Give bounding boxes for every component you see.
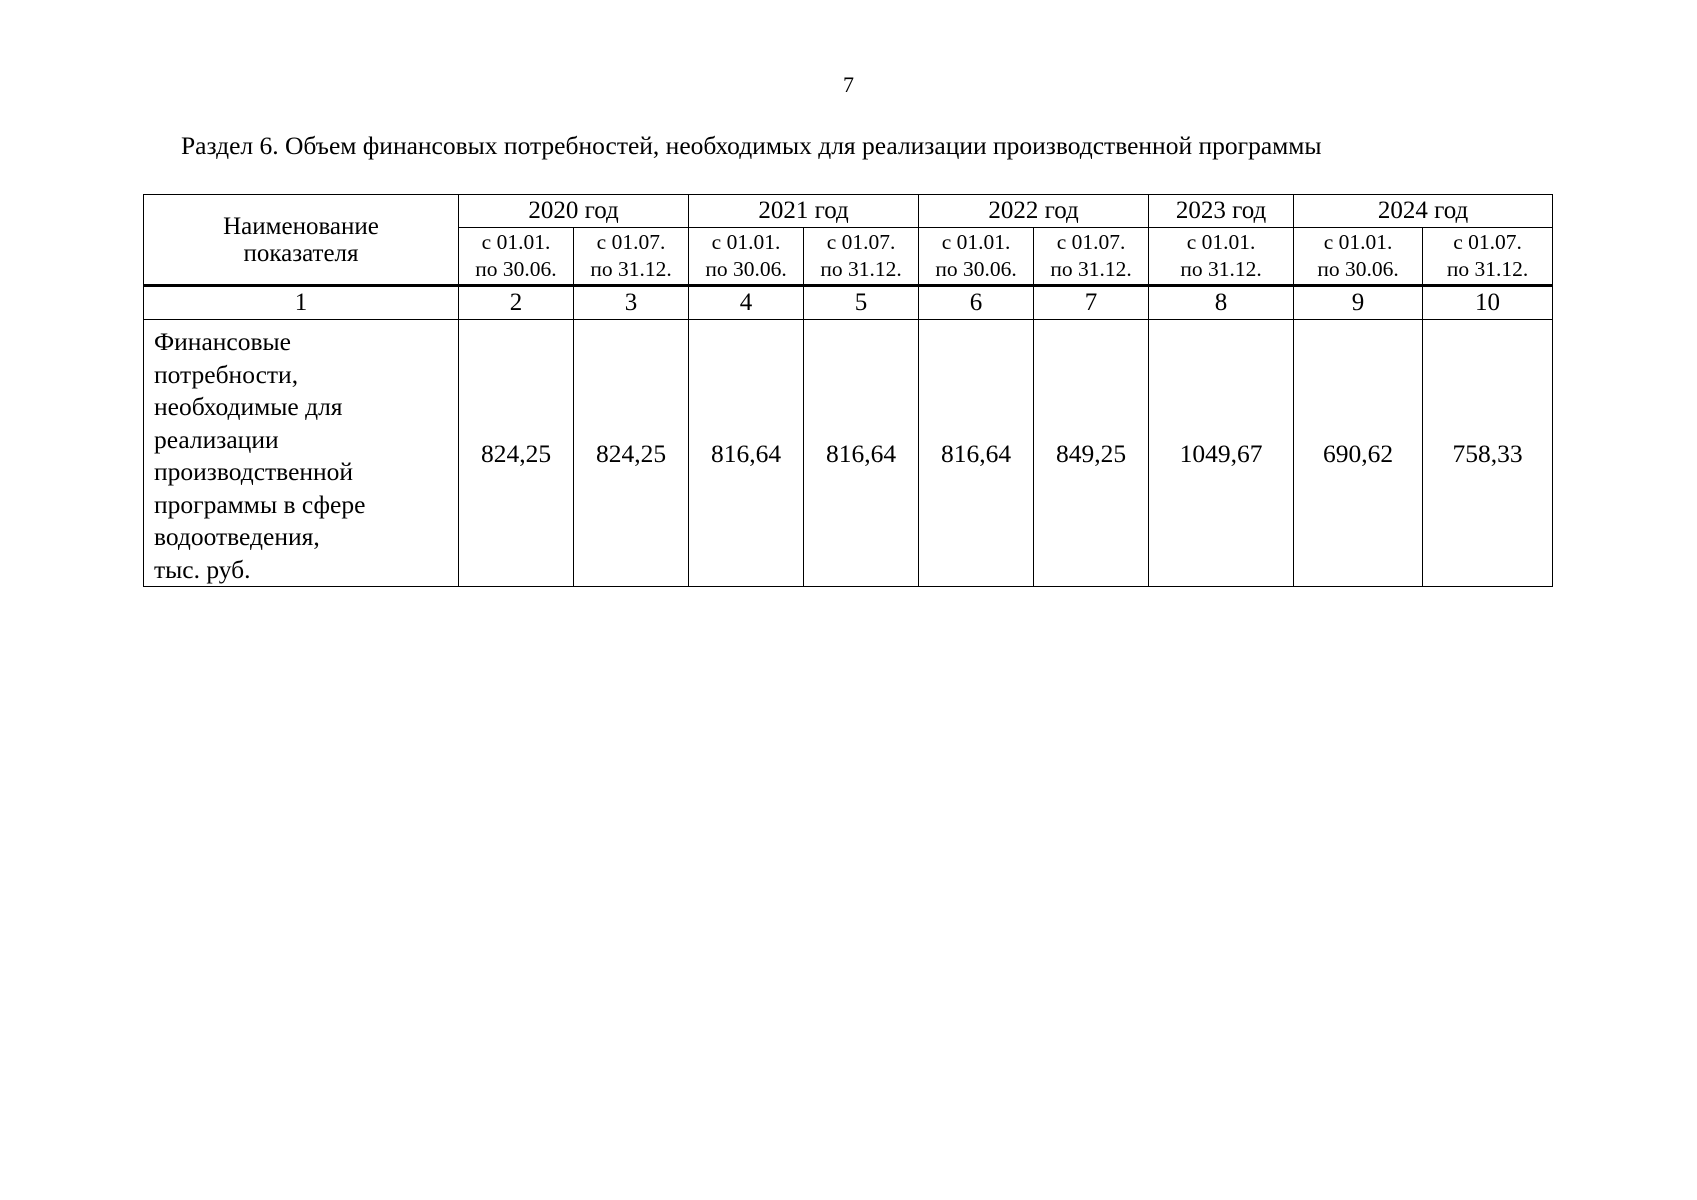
header-period: с 01.01. по 31.12. [1149,228,1294,286]
column-number: 10 [1423,286,1553,320]
header-period: с 01.01. по 30.06. [689,228,804,286]
value-cell: 824,25 [459,320,574,587]
header-period: с 01.01. по 30.06. [459,228,574,286]
header-year-2020: 2020 год [459,195,689,228]
column-number: 8 [1149,286,1294,320]
column-number: 3 [574,286,689,320]
financial-needs-table [143,194,1553,587]
value-cell: 1049,67 [1149,320,1294,587]
column-number: 1 [144,286,459,320]
value-cell: 816,64 [804,320,919,587]
header-year-2022: 2022 год [919,195,1149,228]
header-year-2021: 2021 год [689,195,919,228]
header-year-2023: 2023 год [1149,195,1294,228]
value-cell: 849,25 [1034,320,1149,587]
value-cell: 816,64 [919,320,1034,587]
header-period: с 01.01. по 30.06. [919,228,1034,286]
table-header-row-years [144,195,1553,228]
column-number: 7 [1034,286,1149,320]
value-cell: 758,33 [1423,320,1553,587]
column-number: 2 [459,286,574,320]
table-column-numbers-row [144,286,1553,320]
header-indicator-name: Наименование показателя [144,195,459,286]
column-number: 6 [919,286,1034,320]
indicator-name-cell: Финансовые потребности, необходимые для реализации производственной программы в сфере водоотведения, тыс. руб. [144,320,459,587]
column-number: 5 [804,286,919,320]
header-year-2024: 2024 год [1294,195,1553,228]
column-number: 9 [1294,286,1423,320]
header-period: с 01.01. по 30.06. [1294,228,1423,286]
section-title: Раздел 6. Объем финансовых потребностей, необходимых для реализации производственной программы [181,131,1322,160]
header-period: с 01.07. по 31.12. [1034,228,1149,286]
column-number: 4 [689,286,804,320]
header-period: с 01.07. по 31.12. [574,228,689,286]
value-cell: 690,62 [1294,320,1423,587]
page-number: 7 [843,72,854,97]
header-period: с 01.07. по 31.12. [1423,228,1553,286]
table-row [144,320,1553,587]
header-period: с 01.07. по 31.12. [804,228,919,286]
value-cell: 816,64 [689,320,804,587]
value-cell: 824,25 [574,320,689,587]
